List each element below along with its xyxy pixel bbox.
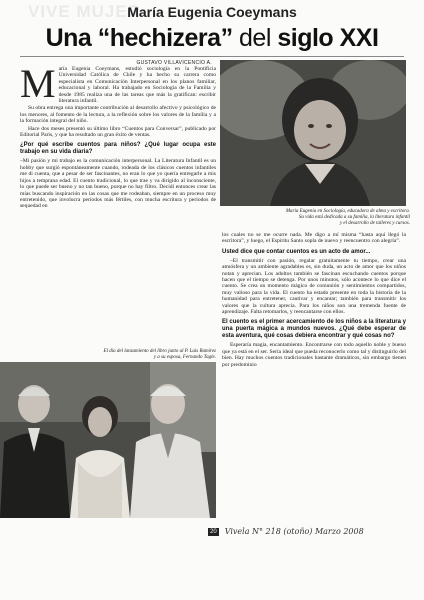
intro-paragraph xyxy=(20,66,216,104)
interview-answer-1: –Mi pasión y mi trabajo es la comunicación interpersonal. La Literatura Infantil es un hobby que surgió espontáneamente cuando, rodeada de los clásicos cuentos infantiles me di cuenta, que a pesar de ser fascinantes, no eran lo que yo quería entregarle a mis hijos a temprana edad. El cuento tradicional, lo que trae y va dirigido al inconsciente, lo que puede ser bueno y no tan bueno, porque no hay filtro. Decidí entonces crear las mías buscando inspiración en las cosas que me rodeaban, siempre en un proceso muy entretenido, que involucra períodos más fértiles, con mucha escritura y periodos de sequedad en xyxy=(20,158,216,210)
headline-part-2: del xyxy=(232,24,278,52)
page-footer xyxy=(208,527,364,536)
article-credit: GUSTAVO VILLAVICENCIO A. xyxy=(136,60,212,66)
right-paragraph-1: los cuales no se me ocurre nada. Me digo a mí misma “hasta aquí llegó la escritora”, y luego, el Espíritu Santo sopla de nuevo y reencuentro con alegría”. xyxy=(222,232,406,245)
portrait-caption-line-1: María Eugenia en Sociología, educadora de alma y escritora. xyxy=(285,209,410,214)
handwritten-note: Vivela N° 218 (otoño) Marzo 2008 xyxy=(224,527,364,536)
body-paragraph-3: Hace dos meses presentó su último libro “Cuentos para Conversar”, publicado por Editorial Paris, y que ha resultado un gran éxito de ventas. xyxy=(20,125,216,139)
group-caption-line-2: y a su esposa, Fernando Tagle. xyxy=(153,355,216,360)
group-photo xyxy=(0,362,216,518)
left-column xyxy=(20,66,216,358)
right-column xyxy=(222,232,406,526)
headline-part-1: Una “hechizera” xyxy=(45,24,233,52)
intro-text: aría Eugenia Coeymans, estudió sociología en la Pontificia Universidad Católica de Chile y ha hecho su carrera como especialista en Comunicación Interpersonal en los planos familiar, educacional y laboral. Ha trabajado en Sociología de la Familia y desde 1985 realiza una de las tareas que más la gratifican: escribir literatura infantil. xyxy=(58,66,216,105)
group-image xyxy=(0,362,216,518)
body-paragraph-2: Su obra entrega una importante contribución al desarrollo afectivo y psicológico de los menores, al fomento de la lectura, a la reflexión sobre los valores de la familia y a la formación integral del niño. xyxy=(20,105,216,125)
group-caption-line-1: El día del lanzamiento del libro junto al P. Luis Ramírez xyxy=(103,349,216,354)
portrait-caption-line-3: y el desarrollo de talleres y cursos. xyxy=(339,221,410,226)
interview-question-3: El cuento es el primer acercamiento de los niños a la literatura y una puerta mágica a mundos nuevos. ¿Qué debe esperar de esta aventura, qué cosas debiera encontrar y qué cosas no? xyxy=(222,319,406,340)
portrait-caption-line-2: Su vida está dedicada a su familia, la literatura infantil xyxy=(298,215,410,220)
portrait-photo xyxy=(220,60,406,206)
headline-part-3: siglo XXI xyxy=(277,24,379,52)
drop-cap: M xyxy=(20,66,56,106)
portrait-caption xyxy=(256,209,410,227)
group-photo-caption xyxy=(30,349,216,361)
portrait-image xyxy=(220,60,406,206)
interview-question-1: ¿Por qué escribe cuentos para niños? ¿Qué lugar ocupa este trabajo en su vida diaria? xyxy=(20,142,216,156)
interview-answer-2: –El transmitir con pasión, regalar gratuitamente tu tiempo, crear una atmósfera y un ambiente agradables es, sin duda, un acto de amor que los niños notan y aprecian. Los adultos también se fascinan escuchando cuentos porque hacen que el tiempo se detenga. Por unos minutos, sólo acontece lo que dice el cuento. Se crea un momento mágico de comunión y sentimientos compartidos, muy valioso para la vida. El cuento ha estado presente en toda la historia de la humanidad para entretener, cautivar y encantar; también para transmitir los valores que la cultura aprecia. Para los niños son una tremenda fuente de aprendizaje. Falta retomarlos, y reencantarse con ellos. xyxy=(222,257,406,316)
page-number: 20 xyxy=(210,528,217,535)
background-masthead: VIVE MUJER xyxy=(28,2,141,21)
interview-question-2: Usted dice que contar cuentos es un acto de amor... xyxy=(222,248,371,255)
article-headline xyxy=(0,24,424,53)
interview-answer-3: Esperaría magia, encantamiento. Encontrarse con todo aquello noble y bueno que ya está en el ser. Sería ideal que pueda reconocerlo como tal y distinguirlo del bien. Hay muchos cuentos tradicionales bastante dramáticos, sin embargo tienen por predominio xyxy=(222,342,406,368)
headline-divider xyxy=(20,56,404,57)
author-name: María Eugenia Coeymans xyxy=(127,4,297,20)
